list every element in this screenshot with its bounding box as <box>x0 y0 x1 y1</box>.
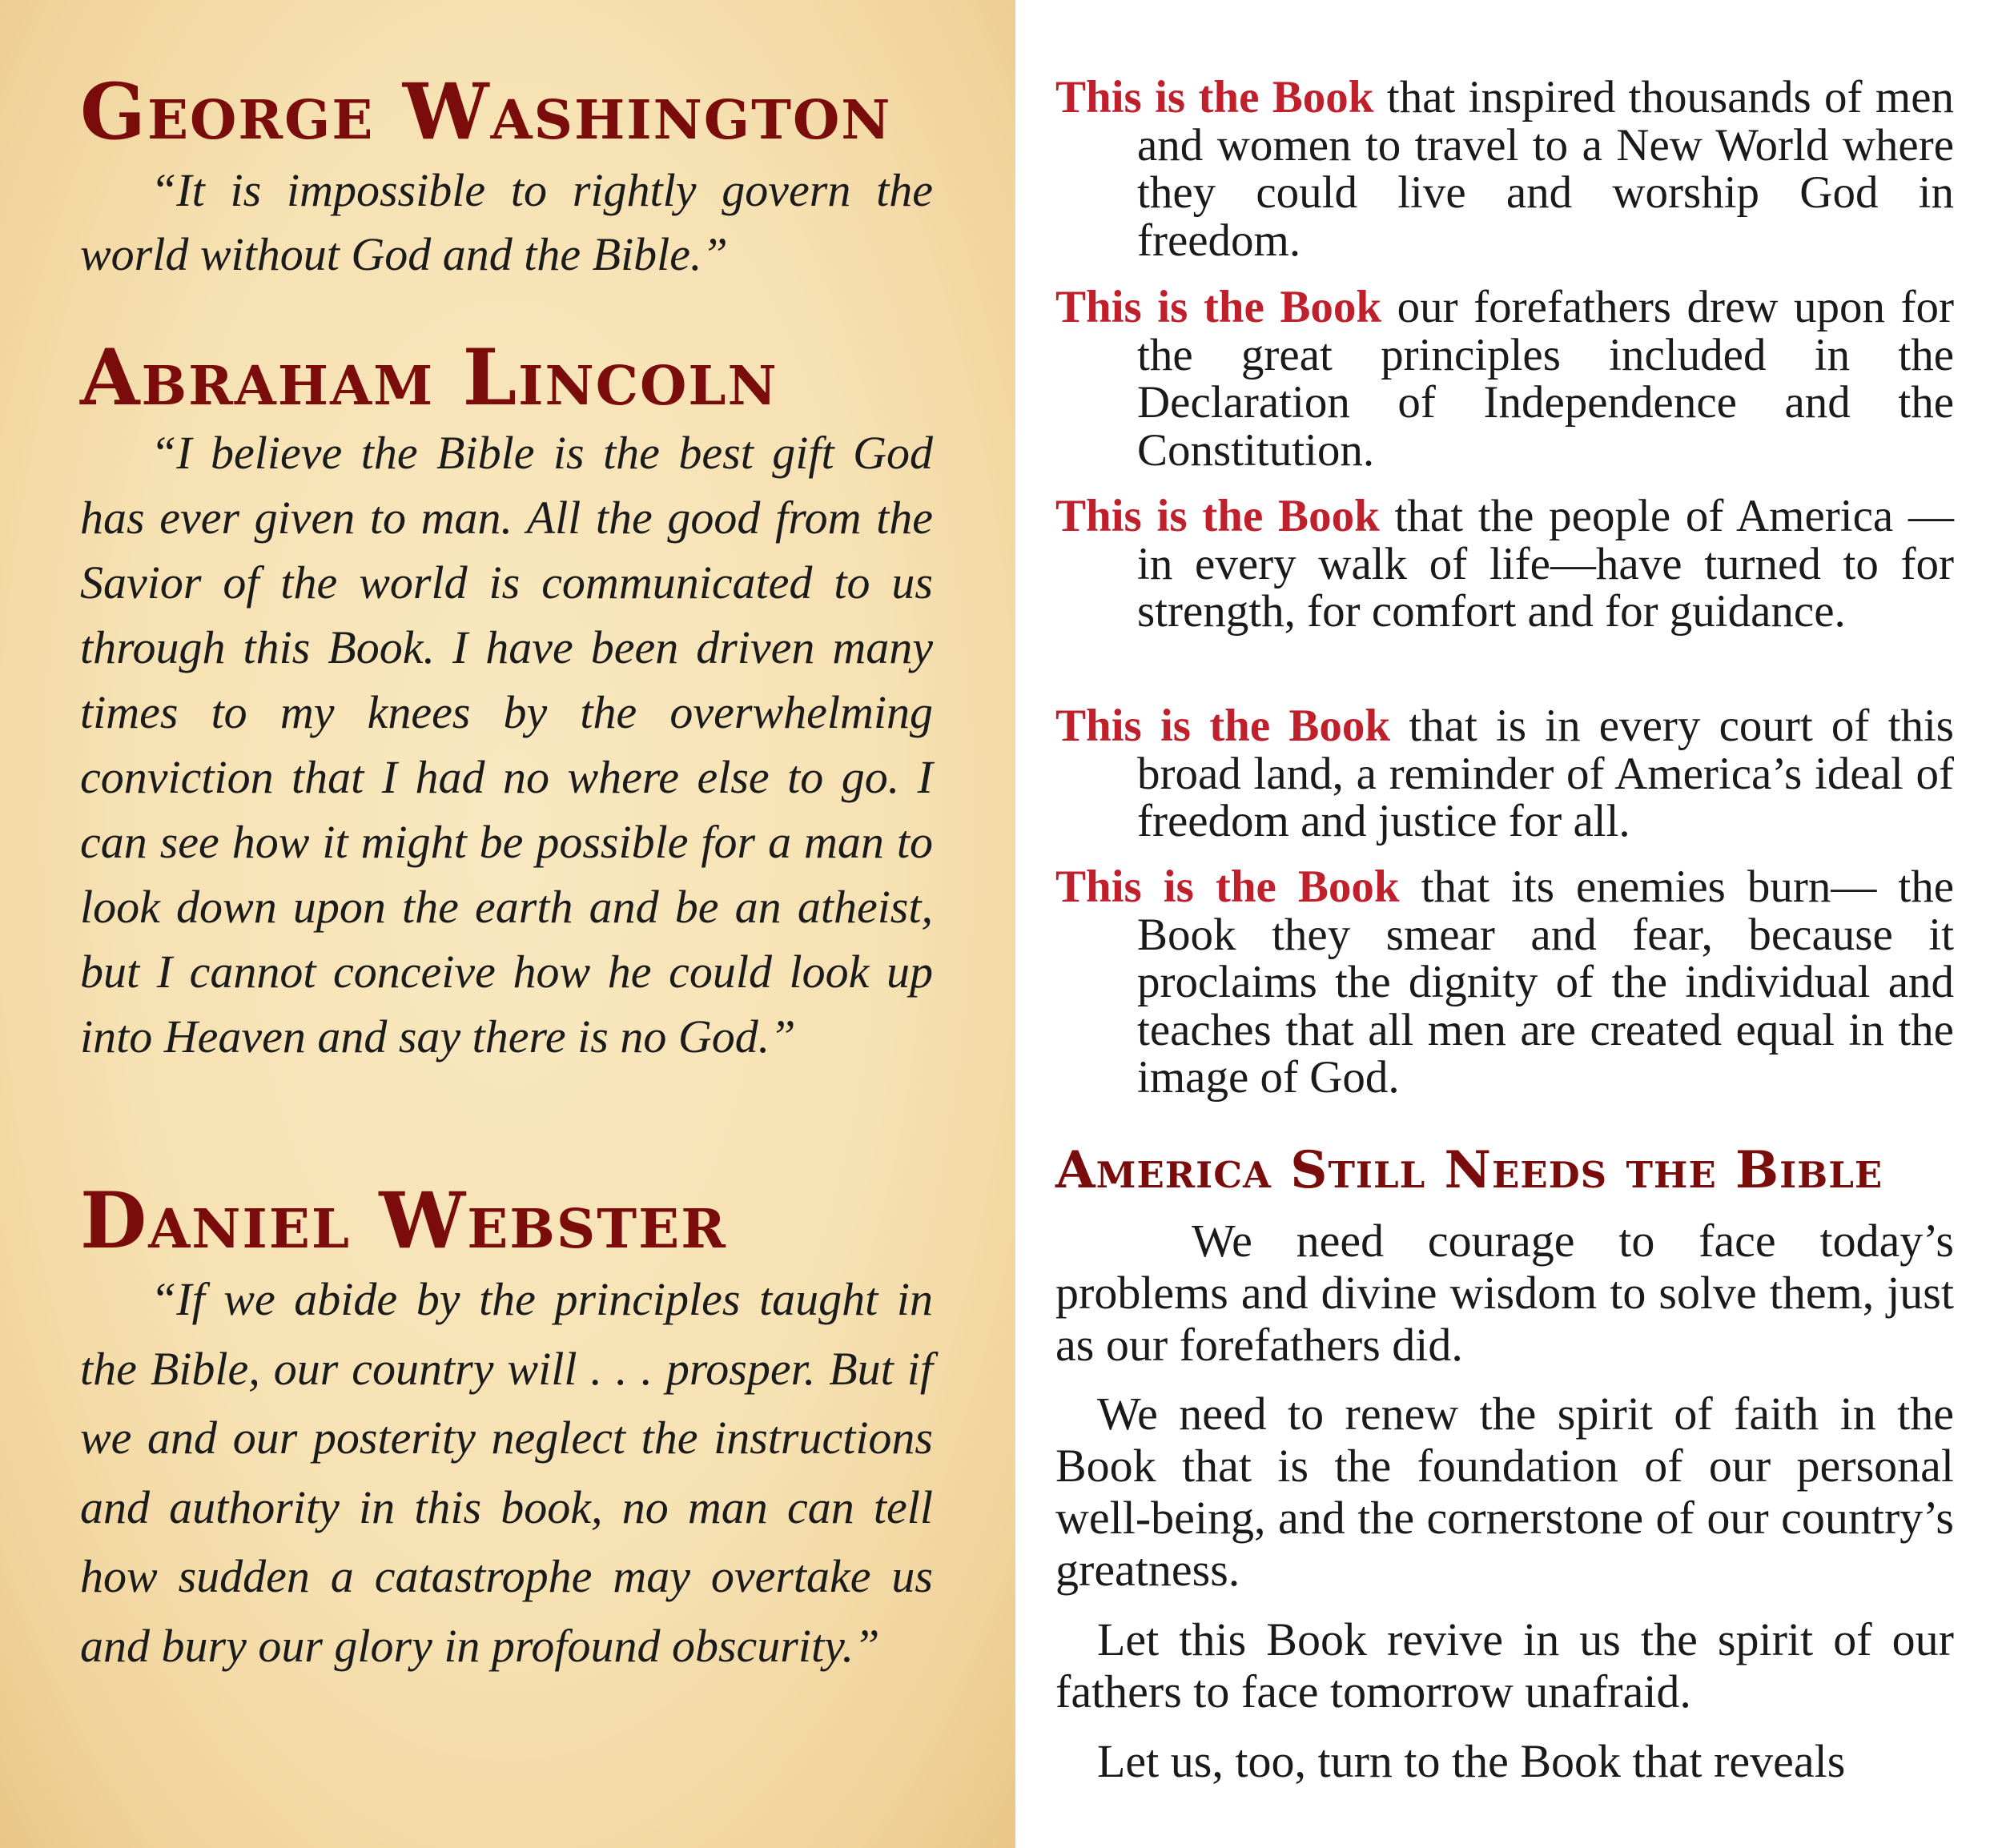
book-lead-text: This is the Book <box>1055 72 1374 123</box>
book-paragraph <box>1055 863 1954 1102</box>
book-paragraph <box>1055 283 1954 474</box>
washington-quote <box>80 159 933 287</box>
lincoln-quote <box>80 420 933 1069</box>
washington-quote-text: “It is impossible to rightly govern the world without God and the Bible.” <box>80 164 933 280</box>
body-paragraph: We need courage to face today’s problems and divine wisdom to solve them, just as our forefathers did. <box>1055 1215 1954 1371</box>
body-paragraph: We need to renew the spirit of faith in the Book that is the foundation of our personal well-being, and the cornerstone of our country’s greatness. <box>1055 1388 1954 1596</box>
webster-quote <box>80 1265 933 1681</box>
lincoln-quote-text: “I believe the Bible is the best gift God has ever given to man. All the good from the Savior of the world is communicated to us through this Book. I have been driven many times to my knees by the overwhelming conviction that I had no where else to go. I can see how it might be possible for a man to look down upon the earth and be an atheist, but I cannot conceive how he could look up into Heaven and say there is no God.” <box>80 427 933 1063</box>
book-panel <box>1055 0 1954 1848</box>
book-lead-text: This is the Book <box>1055 282 1382 332</box>
book-lead-text: This is the Book <box>1055 862 1400 912</box>
webster-heading: Daniel Webster <box>80 1175 727 1266</box>
book-paragraph-text: that the people of America —in every walk of life—have turned to for strength, for comfort and for guidance. <box>1137 491 1954 637</box>
book-lead-text: This is the Book <box>1055 701 1391 751</box>
book-paragraph-text: that is in every court of this broad land, a reminder of America’s ideal of freedom and justice for all. <box>1137 701 1954 846</box>
book-paragraph <box>1055 492 1954 636</box>
webster-quote-text: “If we abide by the principles taught in the Bible, our country will . . . prosper. But if we and our posterity neglect the instructions and authority in this book, no man can tell how sudden a catastrophe may overtake us and bury our glory in profound obscurity.” <box>80 1273 933 1672</box>
lincoln-heading: Abraham Lincoln <box>80 332 778 423</box>
book-paragraph <box>1055 74 1954 264</box>
book-paragraph-text: that inspired thousands of men and women to travel to a New World where they could live and worship God in freedom. <box>1137 72 1954 266</box>
section-heading: America Still Needs the Bible <box>1055 1140 1883 1200</box>
book-paragraph-text: our forefathers drew upon for the great principles included in the Declaration of Independence and the Constitution. <box>1137 282 1954 476</box>
book-lead-text: This is the Book <box>1055 491 1380 541</box>
book-paragraph <box>1055 702 1954 846</box>
body-paragraph: Let this Book revive in us the spirit of our fathers to face tomorrow unafraid. <box>1055 1613 1954 1717</box>
washington-heading: George Washington <box>80 66 892 157</box>
book-paragraph-text: that its enemies burn— the Book they smear and fear, because it proclaims the dignity of the individual and teaches that all men are created equal in the image of God. <box>1137 862 1954 1103</box>
body-paragraph: Let us, too, turn to the Book that reveals <box>1097 1735 1846 1787</box>
